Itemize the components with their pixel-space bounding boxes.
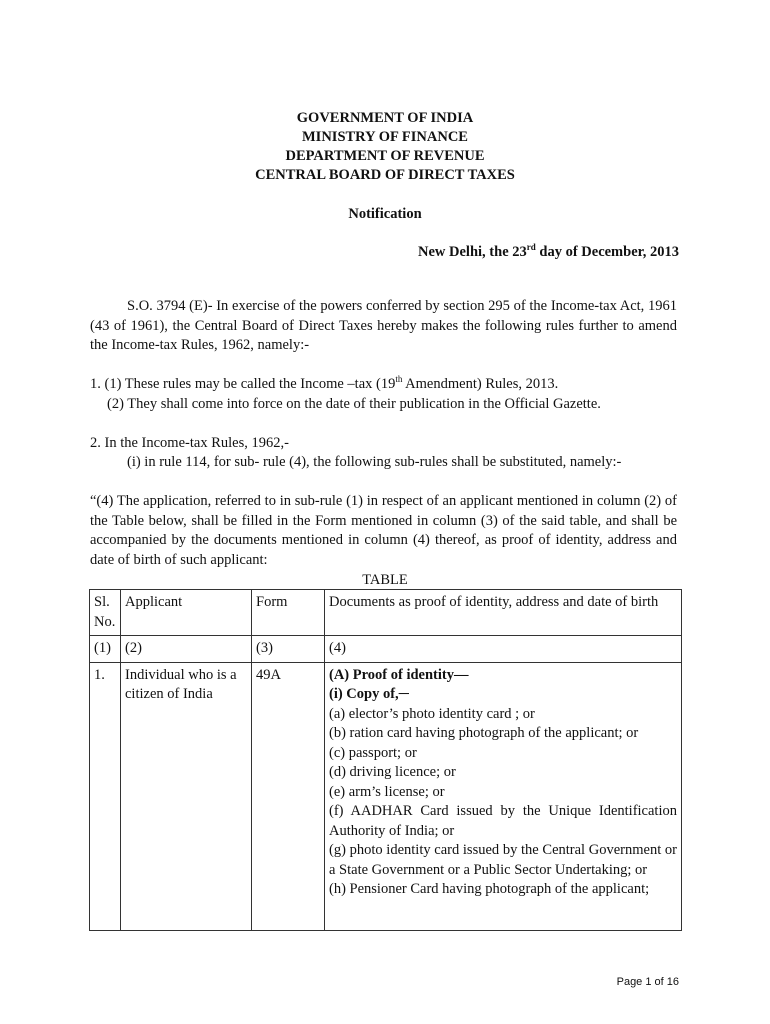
rule1-line-b: (2) They shall come into force on the date of their publication in the Official Gazette.: [107, 396, 601, 412]
dateline: [418, 242, 679, 262]
table-header-row: [90, 590, 682, 636]
documents-table: [89, 589, 682, 931]
numbering-cell: (4): [325, 636, 682, 663]
list-item: (e) arm’s license; or: [329, 783, 445, 800]
table-caption: TABLE: [362, 572, 408, 588]
list-item: (a) elector’s photo identity card ; or: [329, 705, 535, 722]
list-item: (h) Pensioner Card having photograph of the applicant;: [329, 881, 650, 897]
row-documents: [325, 662, 682, 930]
dateline-rest: day of December, 2013: [535, 244, 679, 260]
row-applicant: Individual who is a citizen of India: [121, 662, 252, 930]
header-government: GOVERNMENT OF INDIA: [296, 110, 474, 126]
header-ministry: MINISTRY OF FINANCE: [302, 129, 468, 145]
rule1-line-a: [90, 375, 558, 395]
list-item: (b) ration card having photograph of the applicant; or: [329, 725, 639, 741]
header-cell-documents: Documents as proof of identity, address and date of birth: [325, 590, 682, 636]
table-row: [90, 662, 682, 930]
header-cell-form: Form: [252, 590, 325, 636]
list-item: (c) passport; or: [329, 744, 417, 761]
numbering-cell: (2): [121, 636, 252, 663]
page-number: Page 1 of 16: [616, 976, 679, 988]
header-board: CENTRAL BOARD OF DIRECT TAXES: [255, 167, 515, 183]
intro-paragraph: S.O. 3794 (E)- In exercise of the powers conferred by section 295 of the Income-tax Act, 1961 (43 of 1961), the Central Board of Direct Taxes hereby makes the following rules further to amend the Income-tax Rules, 1962, namely:-: [90, 298, 677, 353]
header-department: DEPARTMENT OF REVENUE: [285, 148, 485, 164]
rule1-line-a-sup: th: [395, 374, 403, 385]
header-cell-sl: Sl. No.: [90, 590, 121, 636]
rule1-line-a-suffix: Amendment) Rules, 2013.: [402, 376, 559, 392]
numbering-cell: (3): [252, 636, 325, 663]
proof-identity-heading: (A) Proof of identity—: [329, 666, 469, 683]
dateline-sup: rd: [526, 242, 536, 253]
notification-label: Notification: [348, 206, 422, 222]
header-cell-applicant: Applicant: [121, 590, 252, 636]
list-item: (f) AADHAR Card issued by the Unique Identification Authority of India; or: [329, 803, 677, 839]
row-sl: 1.: [90, 662, 121, 930]
list-item: (d) driving licence; or: [329, 764, 456, 780]
table-numbering-row: [90, 636, 682, 663]
dateline-prefix: New Delhi, the 23: [418, 244, 527, 260]
rule2-line-a: 2. In the Income-tax Rules, 1962,-: [90, 435, 289, 451]
row-form: 49A: [252, 662, 325, 930]
numbering-cell: (1): [90, 636, 121, 663]
rule2-line-b: (i) in rule 114, for sub- rule (4), the following sub-rules shall be substituted, namely:-: [127, 454, 622, 470]
list-item: (g) photo identity card issued by the Central Government or a State Government or a Public Sector Undertaking; or: [329, 842, 677, 878]
rule1-line-a-prefix: 1. (1) These rules may be called the Income –tax (19: [90, 376, 396, 392]
copy-of-heading: (i) Copy of,─: [329, 686, 409, 702]
sub-rule-paragraph: “(4) The application, referred to in sub-rule (1) in respect of an applicant mentioned in column (2) of the Table below, shall be filled in the Form mentioned in column (3) of the said table, and shall be accompanied by the documents mentioned in column (4) thereof, as proof of identity, address and date of birth of such applicant:: [90, 493, 677, 568]
